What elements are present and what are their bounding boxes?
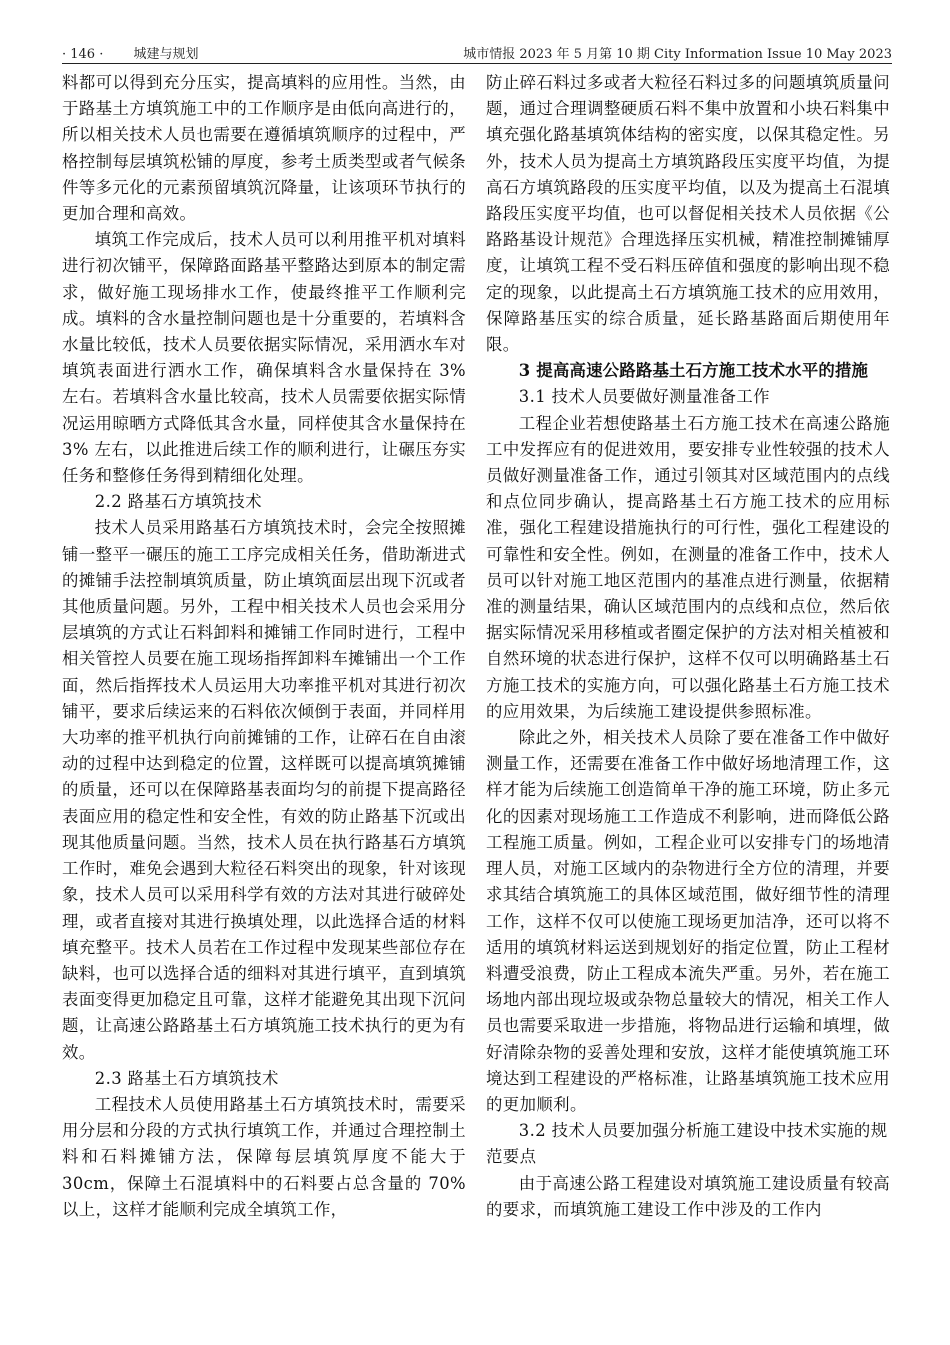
running-header xyxy=(62,41,892,64)
section-heading-2-2: 2.2 路基石方填筑技术 xyxy=(94,492,262,512)
paragraph: 工程企业若想使路基土石方施工技术在高速公路施工中发挥应有的促进效用，要安排专业性较强的技术人员做好测量准备工作，通过引领其对区域范围内的点线和点位同步确认，提高路基土石方施工技术的应用标准，强化工程建设措施执行的可行性，强化工程建设的可靠性和安全性。例如，在测量的准备工作中，技术人员可以针对施工地区范围内的基准点进行测量，依据精准的测量结果，确认区域范围内的点线和点位，然后依据实际情况采用移植或者圈定保护的方法对相关植被和自然环境的状态进行保护，这样不仅可以明确路基土石方施工技术的实施方向，可以强化路基土石方施工技术的应用效果，为后续施工建设提供参照标准。 xyxy=(486,413,890,721)
page-number: · 146 · xyxy=(62,47,104,62)
paragraph: 除此之外，相关技术人员除了要在准备工作中做好测量工作，还需要在准备工作中做好场地清理工作，这样才能为后续施工创造简单干净的施工环境，防止多元化的因素对现场施工工作造成不利影响，进而降低公路工程施工质量。例如，工程企业可以安排专门的场地清理人员，对施工区域内的杂物进行全方位的清理，并要求其结合填筑施工的具体区域范围，做好细节性的清理工作，这样不仅可以使施工现场更加洁净，还可以将不适用的填筑材料运送到规划好的指定位置，防止工程材料遭受浪费，防止工程成本流失严重。另外，若在施工场地内部出现垃圾或杂物总量较大的情况，相关工作人员也需要采取进一步措施，将物品进行运输和填埋，做好清除杂物的妥善处理和安放，这样才能使填筑施工环境达到工程建设的严格标准，让路基填筑施工技术应用的更加顺利。 xyxy=(486,728,890,1114)
right-column xyxy=(486,70,890,1223)
section-name: 城建与规划 xyxy=(133,47,199,62)
paragraph: 工程技术人员使用路基土石方填筑技术时，需要采用分层和分段的方式执行填筑工作，并通过合理控制土料和石料摊铺方法，保障每层填筑厚度不能大于 30cm，保障土石混填料中的石料要占总含量的 70% 以上，这样才能顺利完成全填筑工作， xyxy=(62,1094,466,1219)
header-left xyxy=(62,43,199,62)
paragraph: 由于高速公路工程建设对填筑施工建设质量有较高的要求，而填筑施工建设工作中涉及的工作内 xyxy=(486,1173,890,1219)
paragraph: 料都可以得到充分压实，提高填料的应用性。当然，由于路基土方填筑施工中的工作顺序是由低向高进行的，所以相关技术人员也需要在遵循填筑顺序的过程中，严格控制每层填筑松铺的厚度，参考土质类型或者气候条件等多元化的元素预留填筑沉降量，让该项环节执行的更加合理和高效。 xyxy=(62,73,466,224)
section-heading-3-2: 3.2 技术人员要加强分析施工建设中技术实施的规范要点 xyxy=(486,1121,888,1167)
section-heading-3-1: 3.1 技术人员要做好测量准备工作 xyxy=(518,387,770,407)
journal-info: 城市情报 2023 年 5 月第 10 期 City Information Issue 10 May 2023 xyxy=(463,47,892,62)
section-heading-3: 3 提高高速公路路基土石方施工技术水平的措施 xyxy=(518,361,869,381)
left-column xyxy=(62,70,466,1223)
paragraph: 填筑工作完成后，技术人员可以利用推平机对填料进行初次铺平，保障路面路基平整路达到原本的制定需求，做好施工现场排水工作，使最终推平工作顺利完成。填料的含水量控制问题也是十分重要的，若填料含水量比较低，技术人员要依据实际情况，采用洒水车对填筑表面进行洒水工作，确保填料含水量保持在 3% 左右。若填料含水量比较高，技术人员需要依据实际情况运用晾晒方式降低其含水量，同样使其含水量保持在 3% 左右，以此推进后续工作的顺利进行，让碾压夯实任务和整修任务得到精细化处理。 xyxy=(62,230,466,486)
paragraph: 防止碎石料过多或者大粒径石料过多的问题填筑质量问题，通过合理调整硬质石料不集中放置和小块石料集中填充强化路基填筑体结构的密实度，以保其稳定性。另外，技术人员为提高土方填筑路段压实度平均值，为提高石方填筑路段的压实度平均值，以及为提高土石混填路段压实度平均值，也可以督促相关技术人员依据《公路路基设计规范》合理选择压实机械，精准控制摊铺厚度，让填筑工程不受石料压碎值和强度的影响出现不稳定的现象，以此提高土石方填筑施工技术的应用效用，保障路基压实的综合质量，延长路基路面后期使用年限。 xyxy=(486,73,890,355)
paragraph: 技术人员采用路基石方填筑技术时，会完全按照摊铺一整平一碾压的施工工序完成相关任务，借助渐进式的摊铺手法控制填筑质量，防止填筑面层出现下沉或者其他质量问题。另外，工程中相关技术人员也会采用分层填筑的方式让石料卸料和摊铺工作同时进行，工程中相关管控人员要在施工现场指挥卸料车摊铺出一个工作面，然后指挥技术人员运用大功率推平机对其进行初次铺平，要求后续运来的石料依次倾倒于表面，并同样用大功率的推平机执行向前摊铺的工作，让碎石在自由滚动的过程中达到稳定的位置，这样既可以提高填筑摊铺的质量，还可以在保障路基表面均匀的前提下提高路径表面应用的稳定性和安全性，有效的防止路基下沉或出现其他质量问题。当然，技术人员在执行路基石方填筑工作时，难免会遇到大粒径石料突出的现象，针对该现象，技术人员可以采用科学有效的方法对其进行破碎处理，或者直接对其进行换填处理，以此选择合适的材料填充整平。技术人员若在工作过程中发现某些部位存在缺料，也可以选择合适的细料对其进行填平，直到填筑表面变得更加稳定且可靠，这样才能避免其出现下沉问题，让高速公路路基土石方填筑施工技术执行的更为有效。 xyxy=(62,518,466,1062)
section-heading-2-3: 2.3 路基土石方填筑技术 xyxy=(94,1068,279,1088)
